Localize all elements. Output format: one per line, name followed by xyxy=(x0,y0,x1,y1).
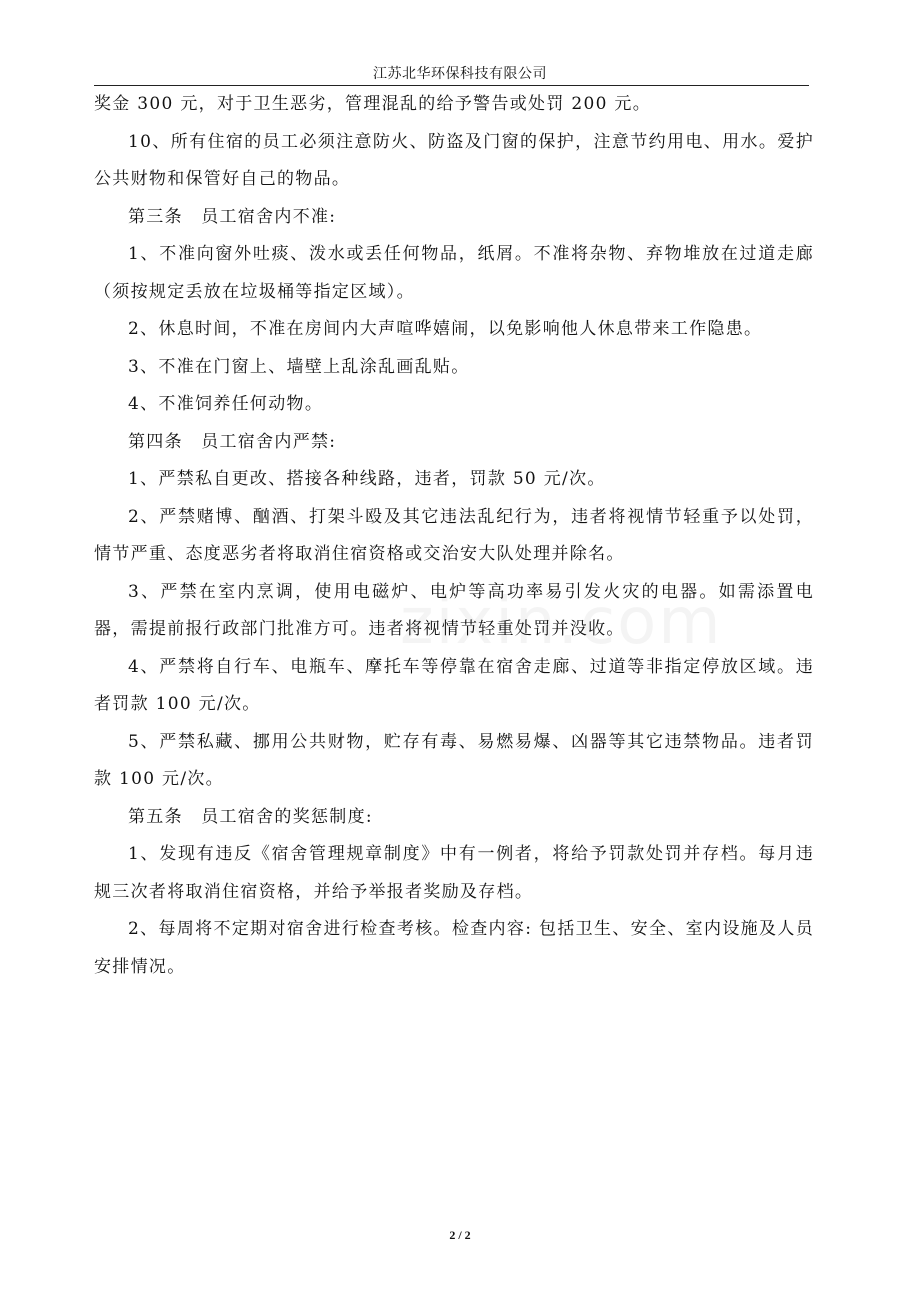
paragraph: 3、不准在门窗上、墙壁上乱涂乱画乱贴。 xyxy=(128,356,470,377)
paragraph: 2、每周将不定期对宿舍进行检查考核。检查内容: 包括卫生、安全、室内设施及人员安排情况。 xyxy=(94,919,814,977)
section-heading: 第四条 员工宿舍内严禁: xyxy=(128,431,337,452)
paragraph: 3、严禁在室内烹调，使用电磁炉、电炉等高功率易引发火灾的电器。如需添置电器，需提前报行政部门批准方可。违者将视情节轻重处罚并没收。 xyxy=(94,581,814,639)
page-number: 2 / 2 xyxy=(449,1228,471,1242)
paragraph: 2、严禁赌博、酗酒、打架斗殴及其它违法乱纪行为，违者将视情节轻重予以处罚，情节严重、态度恶劣者将取消住宿资格或交治安大队处理并除名。 xyxy=(94,506,814,564)
paragraph: 5、严禁私藏、挪用公共财物，贮存有毒、易燃易爆、凶器等其它违禁物品。违者罚款 100 元/次。 xyxy=(94,731,814,789)
page-header-company: 江苏北华环保科技有限公司 xyxy=(373,66,547,82)
section-heading: 第三条 员工宿舍内不准: xyxy=(128,206,337,227)
paragraph: 奖金 300 元，对于卫生恶劣，管理混乱的给予警告或处罚 200 元。 xyxy=(94,94,652,114)
document-body xyxy=(94,86,814,986)
paragraph: 2、休息时间，不准在房间内大声喧哗嬉闹，以免影响他人休息带来工作隐患。 xyxy=(128,319,763,339)
paragraph: 4、严禁将自行车、电瓶车、摩托车等停靠在宿舍走廊、过道等非指定停放区域。违者罚款 100 元/次。 xyxy=(94,656,814,714)
paragraph: 4、不准饲养任何动物。 xyxy=(128,394,324,414)
paragraph: 1、不准向窗外吐痰、泼水或丢任何物品，纸屑。不准将杂物、弃物堆放在过道走廊（须按规定丢放在垃圾桶等指定区域）。 xyxy=(94,244,814,302)
paragraph: 1、发现有违反《宿舍管理规章制度》中有一例者，将给予罚款处罚并存档。每月违规三次者将取消住宿资格，并给予举报者奖励及存档。 xyxy=(94,844,814,902)
section-heading: 第五条 员工宿舍的奖惩制度: xyxy=(128,806,373,827)
paragraph: 10、所有住宿的员工必须注意防火、防盗及门窗的保护，注意节约用电、用水。爱护公共财物和保管好自己的物品。 xyxy=(94,131,814,189)
paragraph: 1、严禁私自更改、搭接各种线路，违者，罚款 50 元/次。 xyxy=(128,469,606,489)
